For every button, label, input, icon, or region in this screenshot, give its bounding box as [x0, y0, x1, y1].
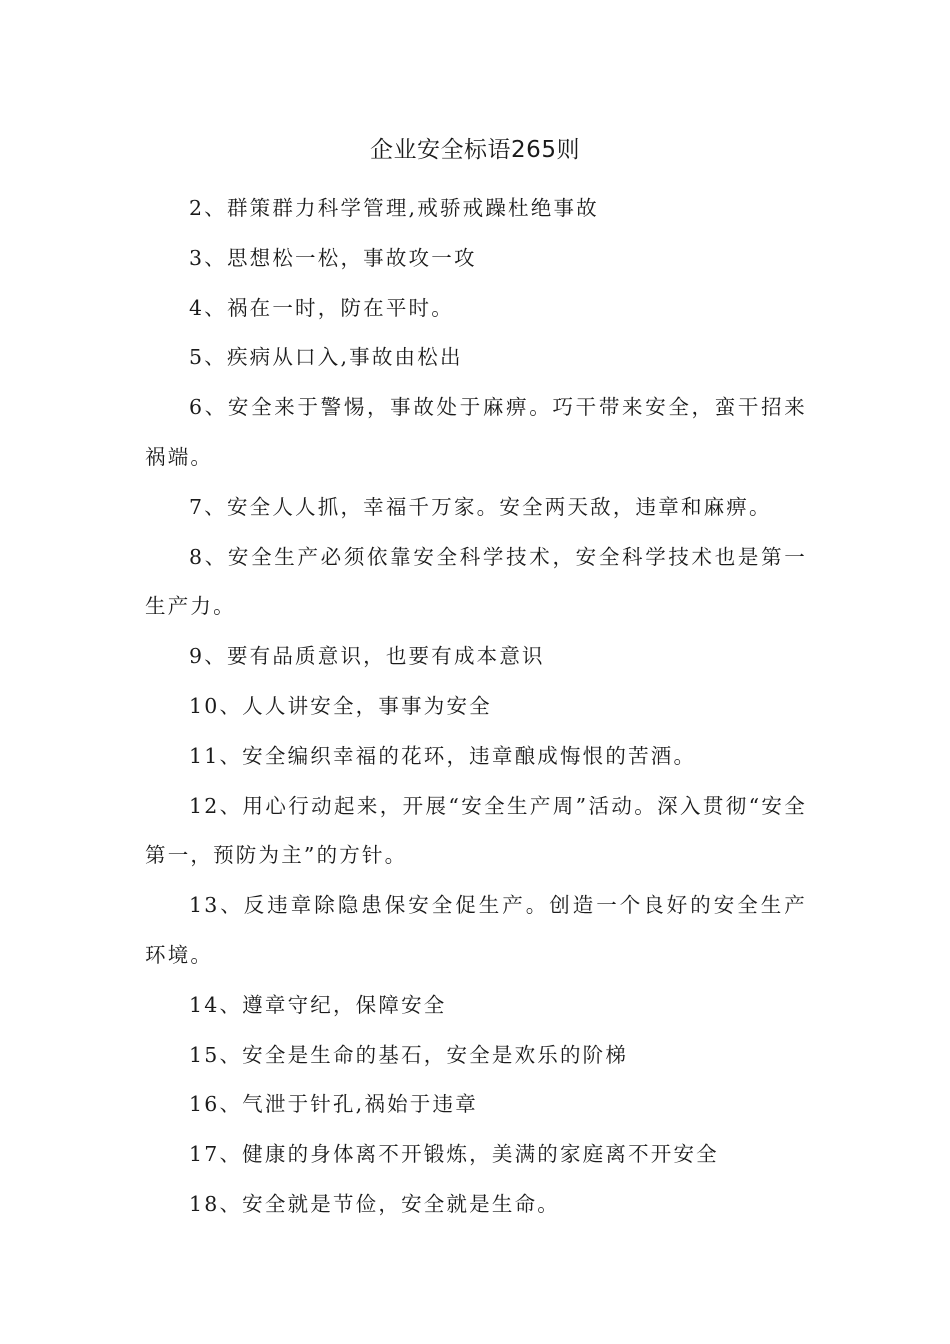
slogan-paragraph: 13、反违章除隐患保安全促生产。创造一个良好的安全生产环境。: [145, 893, 807, 967]
slogan-paragraph: 8、安全生产必须依靠安全科学技术，安全科学技术也是第一生产力。: [145, 544, 807, 619]
slogan-paragraph: 3、思想松一松，事故攻一攻: [189, 245, 477, 270]
slogan-paragraph: 10、人人讲安全，事事为安全: [189, 693, 492, 718]
slogan-paragraph: 17、健康的身体离不开锻炼，美满的家庭离不开安全: [189, 1142, 719, 1167]
slogan-paragraph: 2、群策群力科学管理,戒骄戒躁杜绝事故: [189, 196, 599, 220]
document-title: 企业安全标语265则: [370, 137, 580, 163]
slogan-paragraph: 18、安全就是节俭，安全就是生命。: [189, 1191, 560, 1216]
slogan-paragraph: 7、安全人人抓，幸福千万家。安全两天敌，违章和麻痹。: [189, 494, 772, 519]
slogan-paragraph: 16、气泄于针孔,祸始于违章: [189, 1092, 478, 1117]
slogan-paragraph: 4、祸在一时，防在平时。: [189, 295, 454, 320]
slogan-paragraph: 14、遵章守纪，保障安全: [189, 992, 447, 1017]
slogan-paragraph: 5、疾病从口入,事故由松出: [189, 345, 463, 370]
document-body: [145, 184, 807, 1230]
slogan-paragraph: 9、要有品质意识，也要有成本意识: [189, 644, 545, 669]
slogan-paragraph: 15、安全是生命的基石，安全是欢乐的阶梯: [189, 1042, 629, 1067]
slogan-paragraph: 6、安全来于警惕，事故处于麻痹。巧干带来安全，蛮干招来祸端。: [145, 395, 807, 469]
slogan-paragraph: 11、安全编织幸福的花环，违章酿成悔恨的苦酒。: [189, 743, 697, 768]
slogan-paragraph: 12、用心行动起来，开展“安全生产周”活动。深入贯彻“安全第一，预防为主”的方针。: [145, 793, 807, 868]
